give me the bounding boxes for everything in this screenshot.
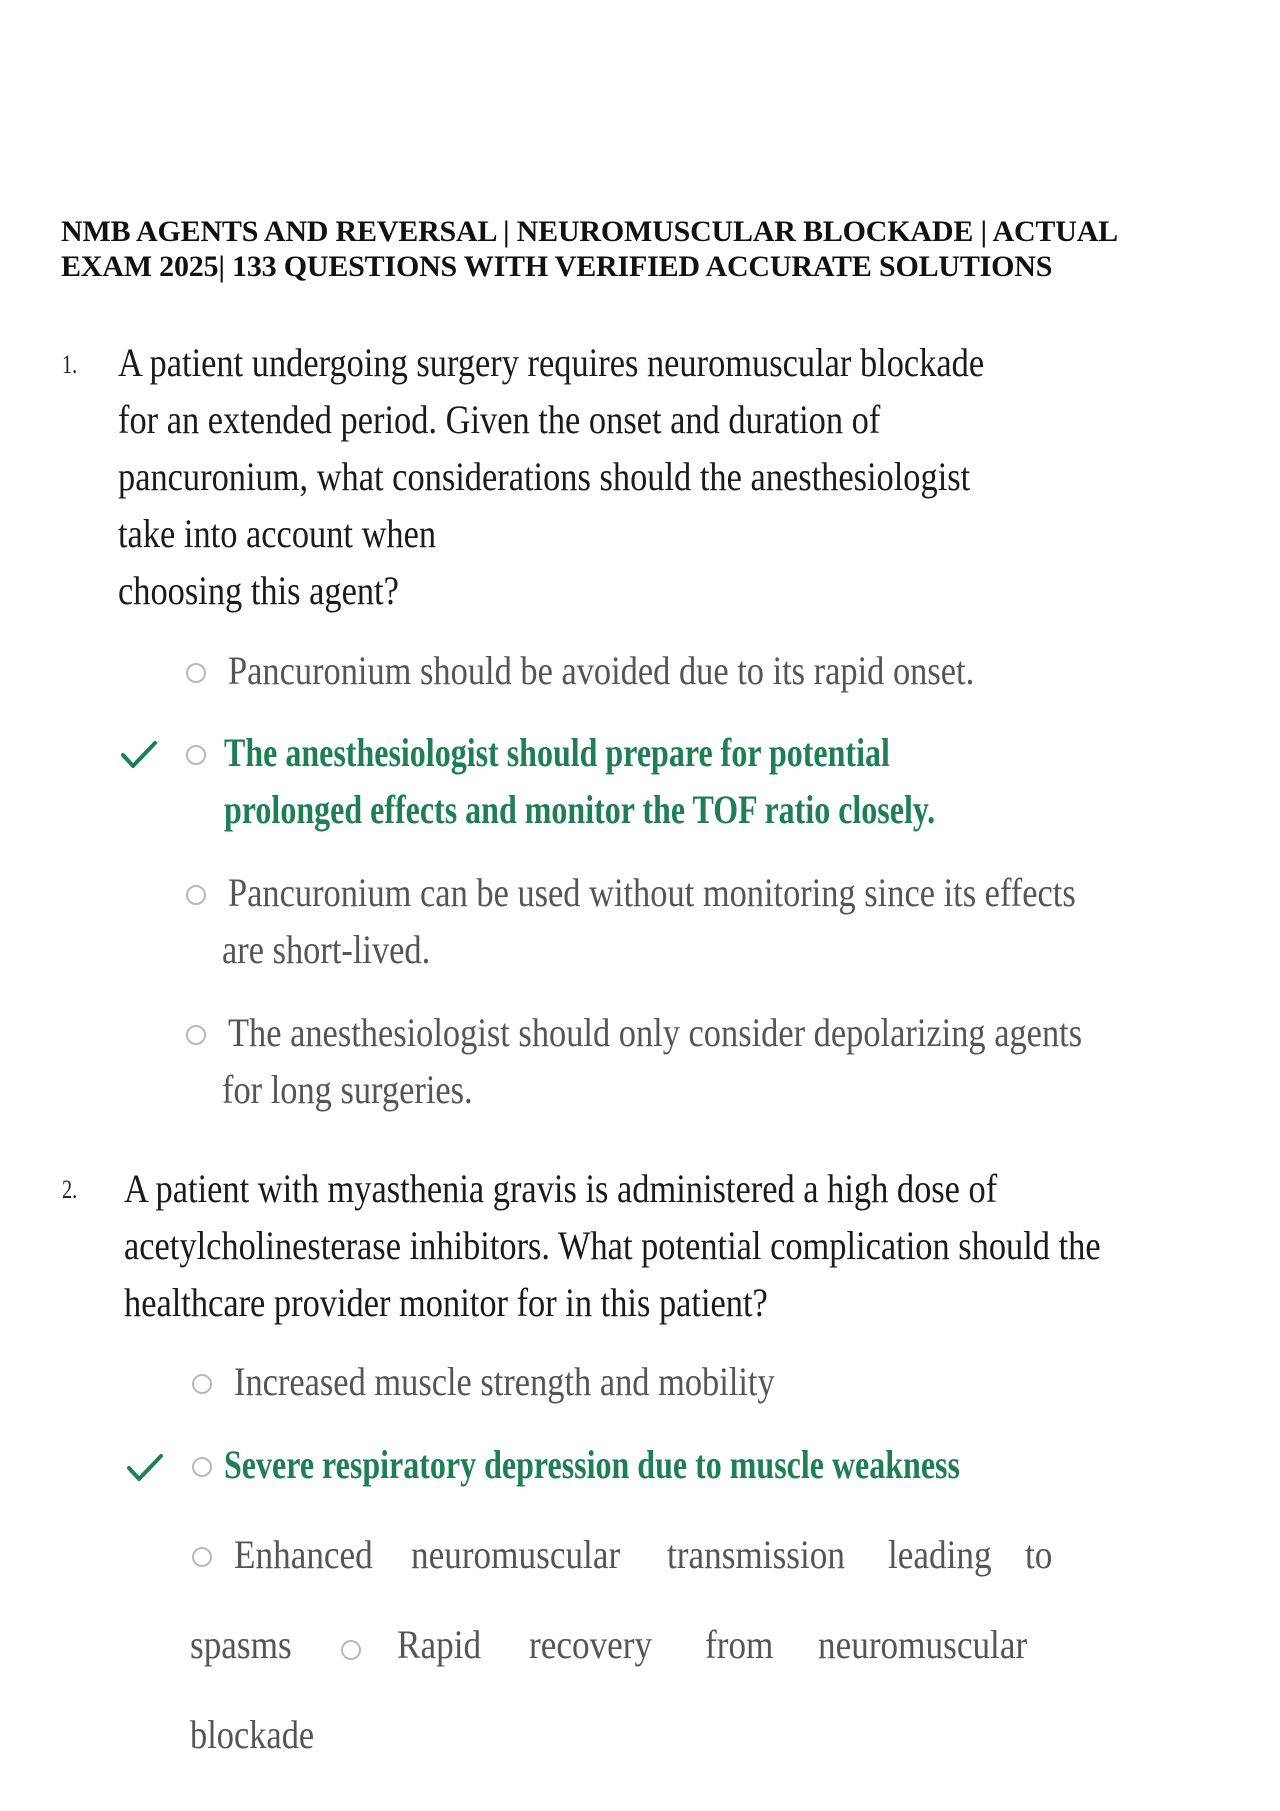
question-1-option-a-radio[interactable]	[186, 663, 206, 683]
option-text-line: The anesthesiologist should prepare for potential	[224, 730, 890, 775]
option-word: from	[704, 1622, 774, 1667]
option-word: Enhanced	[234, 1532, 373, 1577]
question-1-option-b-correct[interactable]	[224, 724, 935, 838]
document-title	[61, 214, 1231, 284]
question-1-option-c-continued[interactable]	[222, 921, 430, 978]
question-1-option-c[interactable]	[228, 864, 1076, 921]
question-1-number: 1.	[62, 350, 78, 379]
option-c-tail-word: spasms	[190, 1622, 292, 1667]
question-1-option-a[interactable]	[228, 642, 974, 699]
question-2-option-b-radio[interactable]	[192, 1457, 212, 1477]
question-2-option-d-line[interactable]	[190, 1616, 1056, 1673]
question-2-text	[124, 1160, 1101, 1331]
option-text-line: The anesthesiologist should only consider depolarizing agents	[228, 1010, 1083, 1055]
option-word: neuromuscular	[818, 1622, 1028, 1667]
option-text-line: Severe respiratory depression due to muscle weakness	[224, 1442, 960, 1487]
question-1-option-b-radio[interactable]	[186, 745, 206, 765]
question-1-option-d-radio[interactable]	[186, 1025, 206, 1045]
question-2-option-d-continued[interactable]	[190, 1706, 314, 1763]
question-1-text-line: choosing this agent?	[118, 568, 399, 613]
question-2-option-c-radio[interactable]	[192, 1547, 212, 1567]
question-1-text-line: A patient undergoing surgery requires neuromuscular blockade	[118, 340, 985, 385]
question-1-option-c-radio[interactable]	[186, 885, 206, 905]
option-word: recovery	[528, 1622, 652, 1667]
option-word: to	[1024, 1532, 1053, 1577]
question-2-text-line: healthcare provider monitor for in this patient?	[124, 1280, 768, 1325]
document-title-line-2: EXAM 2025| 133 QUESTIONS WITH VERIFIED ACCURATE SOLUTIONS	[61, 250, 1053, 283]
question-2-text-line: acetylcholinesterase inhibitors. What potential complication should the	[124, 1223, 1101, 1268]
question-1-text	[118, 334, 984, 619]
question-1-text-line: take into account when	[118, 511, 437, 556]
question-2-number: 2.	[62, 1175, 78, 1204]
question-1-option-d-continued[interactable]	[222, 1061, 473, 1118]
question-1-option-d[interactable]	[228, 1004, 1082, 1061]
question-2-option-a[interactable]	[234, 1353, 775, 1410]
option-word: neuromuscular	[410, 1532, 620, 1577]
option-word: leading	[888, 1532, 992, 1577]
option-text-line: Pancuronium can be used without monitoring since its effects	[228, 870, 1076, 915]
document-title-line-1: NMB AGENTS AND REVERSAL | NEUROMUSCULAR BLOCKADE | ACTUAL	[61, 215, 1118, 248]
option-word: transmission	[667, 1532, 846, 1577]
correct-checkmark-icon	[126, 1453, 164, 1483]
question-1-text-line: pancuronium, what considerations should the anesthesiologist	[118, 454, 971, 499]
question-2-option-c[interactable]	[234, 1526, 1056, 1583]
option-text-line: Increased muscle strength and mobility	[234, 1359, 775, 1404]
question-1-text-line: for an extended period. Given the onset and duration of	[118, 397, 881, 442]
question-2-option-d-radio[interactable]	[341, 1640, 361, 1660]
question-2-option-b-correct[interactable]	[224, 1436, 960, 1493]
option-text-line: are short-lived.	[222, 927, 431, 972]
correct-checkmark-icon	[120, 740, 158, 770]
question-2-text-line: A patient with myasthenia gravis is administered a high dose of	[124, 1166, 998, 1211]
option-text-line: prolonged effects and monitor the TOF ratio closely.	[224, 787, 936, 832]
option-text-line: blockade	[190, 1712, 315, 1757]
option-text-line: for long surgeries.	[222, 1067, 473, 1112]
option-word: Rapid	[397, 1622, 482, 1667]
question-2-option-a-radio[interactable]	[192, 1374, 212, 1394]
option-text-line: Pancuronium should be avoided due to its rapid onset.	[228, 648, 975, 693]
